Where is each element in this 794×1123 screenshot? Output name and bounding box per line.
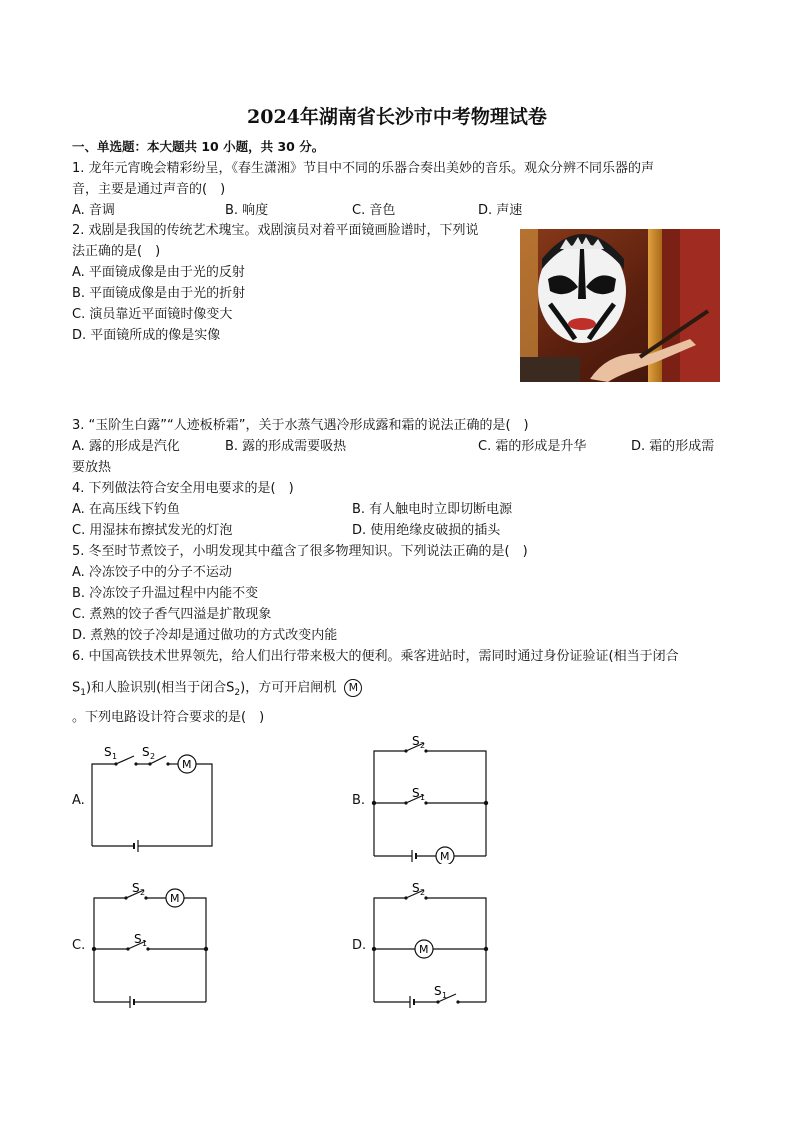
circuit-d-s1-contact <box>456 1000 459 1003</box>
q4-option-b: B. 有人触电时立即切断电源 <box>352 502 513 517</box>
circuit-d-diagram <box>366 880 494 1010</box>
circuit-c-motor-label: M <box>170 892 180 905</box>
q6-text-line3: 。下列电路设计符合要求的是( ) <box>72 710 265 725</box>
circuit-a-s1-blade <box>116 756 134 764</box>
q2-option-c: C. 演员靠近平面镜时像变大 <box>72 307 233 322</box>
circuit-b-label: B. <box>352 793 366 808</box>
circuit-d-label: D. <box>352 938 367 953</box>
section-heading: 一、单选题：本大题共 10 小题，共 30 分。 <box>72 139 325 154</box>
circuit-a-s1-sub: 1 <box>112 752 118 761</box>
circuit-b-s2-pivot <box>404 749 407 752</box>
circuit-a-wire-right <box>138 764 212 846</box>
q1-option-c: C. 音色 <box>352 203 396 218</box>
motor-inline-icon: M <box>344 679 362 697</box>
circuit-a-s2-label: S <box>142 745 150 759</box>
circuit-b-s1-label: S <box>412 786 420 800</box>
circuit-b-s1-pivot <box>404 801 407 804</box>
q1-option-b: B. 响度 <box>225 203 269 218</box>
q6-s-label: S <box>72 680 81 696</box>
circuit-d-s1-sub: 1 <box>442 991 448 1000</box>
circuit-a-s1-label: S <box>104 745 112 759</box>
page-title: 2024年湖南省长沙市中考物理试卷 <box>247 106 547 128</box>
q3-text-line3: 要放热 <box>72 460 112 475</box>
circuit-b-node-right <box>484 801 488 805</box>
q1-text-line1: 1. 龙年元宵晚会精彩纷呈，《春生潇湘》节目中不同的乐器合奏出美妙的音乐。观众分辨不同乐器的声 <box>72 161 655 176</box>
circuit-d-s2-sub: 2 <box>420 888 426 897</box>
circuit-d-motor-label: M <box>419 943 429 956</box>
q3-text-line1: 3. “玉阶生白露”“人迹板桥霜”，关于水蒸气遇冷形成露和霜的说法正确的是( ) <box>72 418 529 433</box>
circuit-d-node-left <box>372 947 376 951</box>
circuit-c-node-left <box>92 947 96 951</box>
circuit-b-node-left <box>372 801 376 805</box>
q4-option-d: D. 使用绝缘皮破损的插头 <box>352 523 501 538</box>
q3-option-b: B. 露的形成需要吸热 <box>225 439 347 454</box>
q2-text-line1: 2. 戏剧是我国的传统艺术瑰宝。戏剧演员对着平面镜画脸谱时，下列说 <box>72 223 479 238</box>
q3-option-c: C. 霜的形成是升华 <box>478 439 587 454</box>
q2-text-line2: 法正确的是( ) <box>72 244 161 259</box>
circuit-a-s1-contact <box>134 762 137 765</box>
opera-mirror-photo <box>520 229 720 382</box>
circuit-d-wire-top-left <box>374 898 406 1002</box>
circuit-b-s2-label: S <box>412 734 420 748</box>
q5-option-a: A. 冷冻饺子中的分子不运动 <box>72 565 232 580</box>
q6-line2-end: )，方可开启闸机 <box>240 680 337 696</box>
circuit-c-s1-label: S <box>134 932 142 946</box>
circuit-d-node-right <box>484 947 488 951</box>
circuit-c-wire-top-left <box>94 898 126 1002</box>
circuit-a-label: A. <box>72 793 85 808</box>
q6-s-sub2: 2 <box>234 688 241 699</box>
circuit-c-s2-sub: 2 <box>140 888 146 897</box>
circuit-a-s2-sub: 2 <box>150 752 156 761</box>
circuit-a-diagram <box>86 742 221 854</box>
circuit-c-s2-pivot <box>124 896 127 899</box>
q2-option-d: D. 平面镜所成的像是实像 <box>72 328 221 343</box>
circuit-c-wire-top-right <box>184 898 206 1002</box>
q2-option-a: A. 平面镜成像是由于光的反射 <box>72 265 245 280</box>
q4-option-a: A. 在高压线下钓鱼 <box>72 502 180 517</box>
q6-text-line2 <box>72 679 362 701</box>
circuit-d-s2-label: S <box>412 881 420 895</box>
circuit-a-s1-pivot <box>114 762 117 765</box>
q3-option-a: A. 露的形成是汽化 <box>72 439 180 454</box>
q1-option-d: D. 声速 <box>478 203 523 218</box>
q3-option-d: D. 霜的形成需 <box>631 439 715 454</box>
q4-text-line1: 4. 下列做法符合安全用电要求的是( ) <box>72 481 294 496</box>
circuit-b-motor-label: M <box>440 850 450 863</box>
q6-s-sub1: 1 <box>80 688 86 699</box>
circuit-a-s2-contact <box>166 762 169 765</box>
q6-text-line1: 6. 中国高铁技术世界领先，给人们出行带来极大的便利。乘客进站时，需同时通过身份证验证(相当于闭合 <box>72 649 679 664</box>
circuit-c-s1-pivot <box>126 947 129 950</box>
circuit-c-diagram <box>86 880 214 1010</box>
circuit-a-s2-pivot <box>148 762 151 765</box>
q2-option-b: B. 平面镜成像是由于光的折射 <box>72 286 246 301</box>
circuit-b-s2-sub: 2 <box>420 741 426 750</box>
circuit-b-diagram <box>366 734 494 864</box>
q1-option-a: A. 音调 <box>72 203 115 218</box>
circuit-d-s2-pivot <box>404 896 407 899</box>
q5-option-c: C. 煮熟的饺子香气四溢是扩散现象 <box>72 607 272 622</box>
circuit-c-s2-label: S <box>132 881 140 895</box>
q1-text-line2: 音，主要是通过声音的( ) <box>72 182 226 197</box>
q4-option-c: C. 用湿抹布擦拭发光的灯泡 <box>72 523 233 538</box>
circuit-c-node-right <box>204 947 208 951</box>
circuit-a-motor-label: M <box>182 758 192 771</box>
q5-text-line1: 5. 冬至时节煮饺子，小明发现其中蕴含了很多物理知识。下列说法正确的是( ) <box>72 544 528 559</box>
q5-option-b: B. 冷冻饺子升温过程中内能不变 <box>72 586 259 601</box>
circuit-d-s1-pivot <box>436 1000 439 1003</box>
circuit-c-s1-sub: 1 <box>142 939 148 948</box>
circuit-c-label: C. <box>72 938 86 953</box>
circuit-b-s1-sub: 1 <box>420 793 426 802</box>
q6-line2-mid: )和人脸识别(相当于闭合S <box>86 680 235 696</box>
circuit-d-s1-label: S <box>434 984 442 998</box>
q5-option-d: D. 煮熟的饺子冷却是通过做功的方式改变内能 <box>72 628 338 643</box>
circuit-a-wire-left <box>92 764 116 846</box>
